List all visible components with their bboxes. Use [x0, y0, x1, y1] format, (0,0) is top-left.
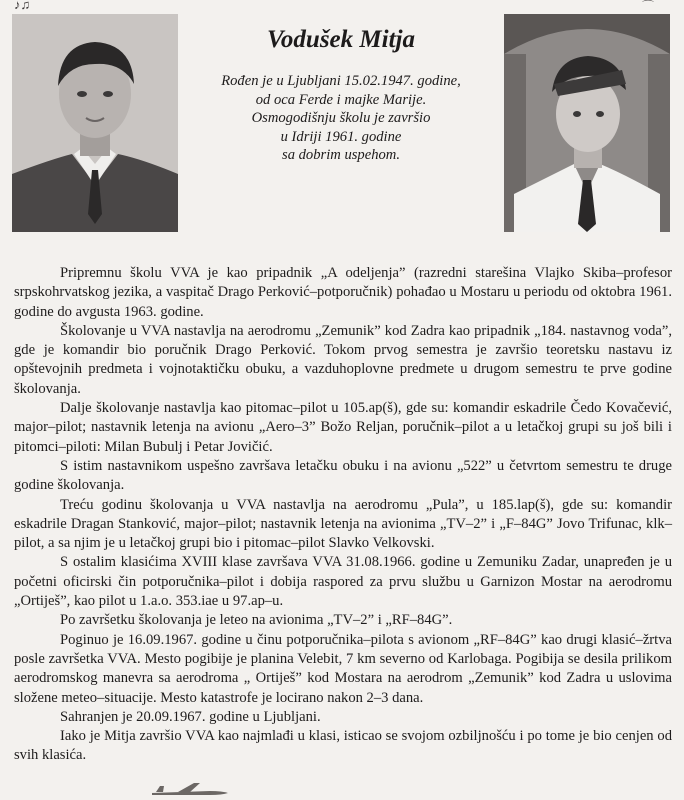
music-note-icon: ♪♫ — [14, 0, 31, 12]
bio-line: u Idriji 1961. godine — [280, 128, 402, 145]
paragraph: Dalje školovanje nastavlja kao pitomac–pilot u 105.ap(š), gde su: komandir eskadrile Čedo Kovačević, major–pilot; nastavnik letenja na avionu „Aero–3” Božo Reljan, poručnik–pilot a u letačkoj grupi su još bili i pitomci–piloti: Milan Bubulj i Petar Jovičić. — [14, 400, 672, 455]
paragraph: Pripremnu školu VVA je kao pripadnik „A odeljenja” (razredni starešina Vlajko Skiba–profesor srpskohrvatskog jezika, a vaspitač Drago Perković–potporučnik) pohađao u Mostaru u periodu od oktobra 1961. godine do avgusta 1963. godine. — [14, 265, 672, 320]
bio-line: sa dobrim uspehom. — [282, 147, 400, 163]
bio-line: Rođen je u Ljubljani 15.02.1947. godine, — [221, 73, 461, 89]
page-top-decoration — [0, 0, 684, 13]
article-body — [14, 264, 672, 766]
paragraph: Školovanje u VVA nastavlja na aerodromu „Zemunik” kod Zadra kao pripadnik „184. nastavnog voda”, gde je komandir bio poručnik Drago Perković. Tokom prvog semestra je završio teoretsku nastavu iz opštevojnih predmeta i vojnotaktičku obuku, a vazduhoplovne predmete u drugom semestru te prve godine školovanja. — [14, 322, 672, 397]
paragraph: Sahranjen je 20.09.1967. godine u Ljubljani. — [60, 708, 321, 725]
paragraph: Po završetku školovanja je leteo na avionima „TV–2” i „RF–84G”. — [60, 612, 453, 629]
paragraph: Poginuo je 16.09.1967. godine u činu potporučnika–pilota s avionom „RF–84G” kao drugi klasić–žrtva posle završetka VVA. Mesto pogibije je planina Velebit, 7 km severno od Karlobaga. Pogibija se desila prilikom aerodromskog manevra sa aerodroma „ Ortiješ” kod Mostara na aerodrom „Zemunik” kod Zadra u uslovima složene meteo–situacije. Mesto katastrofe je locirano nakon 2–3 dana. — [14, 631, 672, 706]
paragraph: Treću godinu školovanja u VVA nastavlja na aerodromu „Pula”, u 185.lap(š), gde su: komandir eskadrile Dragan Stanković, major–pilot; nastavnik letenja na avionima „TV–2” i „F–84G” Jovo Trifunac, klk–pilot, a sa njim je u letačkoj grupi bio i pitomac–pilot Slavko Velkovski. — [14, 496, 672, 552]
bio-line: od oca Ferde i majke Marije. — [255, 91, 427, 108]
paragraph: S ostalim klasićima XVIII klase završava VVA 31.08.1966. godine u Zemuniku Zadar, unapređen je u početni oficirski čin potporučnika–pilot i dobija raspored za prvu službu u Garnizon Mostar na aerodromu „Ortiješ”, kao pilot u 1.a.o. 353.iae u 97.ap–u. — [14, 554, 672, 610]
portrait-photo-right — [504, 14, 670, 232]
bio-block — [180, 72, 502, 165]
bio-line: Osmogodišnju školu je završio — [251, 110, 431, 126]
page-title: Vodušek Mitja — [267, 26, 415, 53]
portrait-photo-left — [12, 14, 178, 232]
paragraph: Iako je Mitja završio VVA kao najmlađi u klasi, isticao se svojom ozbiljnošću i po tome je bio cenjen od svih klasića. — [14, 728, 672, 764]
airplane-icon — [150, 781, 230, 800]
paragraph: S istim nastavnikom uspešno završava letačku obuku i na avionu „522” u četvrtom semestru te druge godine školovanja. — [14, 457, 672, 494]
corner-ornament-icon: ⌒ — [641, 0, 654, 13]
